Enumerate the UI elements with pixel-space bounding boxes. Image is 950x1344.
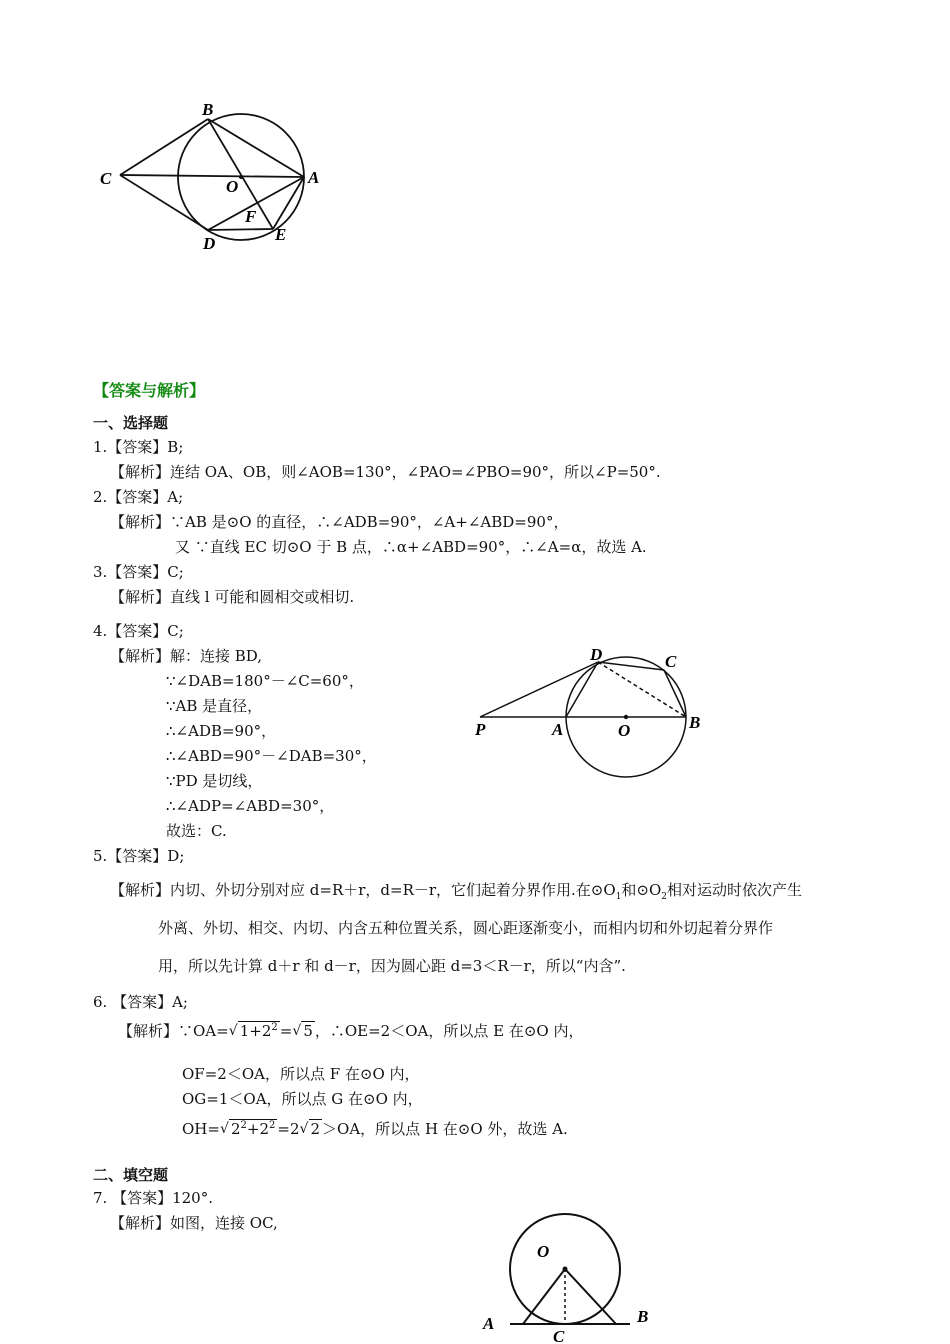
sqrt-2sq-plus-2sq: √ $2^2+2^2$ xyxy=(219,1120,276,1138)
q4-step: ∵∠DAB=180°－∠C=60°， xyxy=(166,672,364,690)
center-point xyxy=(563,1267,568,1272)
center-point xyxy=(239,175,243,179)
q5-answer: 5.【答案】D; xyxy=(93,847,185,865)
q6-explanation-line1: 【解析】∵OA= √ $1+2^2$ = √ 5 ，∴OE=2＜OA，所以点 E 在⊙O 内， xyxy=(118,1018,583,1041)
label-b: B xyxy=(202,100,214,119)
label-o: O xyxy=(537,1242,550,1261)
q4-step: ∴∠ABD=90°－∠DAB=30°， xyxy=(166,747,377,765)
q7-answer: 7. 【答案】120°. xyxy=(93,1189,213,1207)
segment-cd xyxy=(120,175,208,230)
label-p: P xyxy=(475,720,486,739)
label-a: A xyxy=(308,168,320,187)
answer-heading: 【答案与解析】 xyxy=(93,381,206,400)
label-b: B xyxy=(689,713,701,732)
sqrt-5: √ 5 xyxy=(292,1022,313,1040)
section-fill-title: 二、填空题 xyxy=(93,1166,169,1184)
figure-circle-chord-ab xyxy=(475,1205,675,1344)
segment-de xyxy=(208,229,273,230)
section-choice-title: 一、选择题 xyxy=(93,414,169,432)
q2-explanation-line2: 又 ∵直线 EC 切⊙O 于 B 点，∴α+∠ABD=90°，∴∠A=α，故选 A. xyxy=(175,538,647,556)
q3-explanation: 【解析】直线 l 可能和圆相交或相切. xyxy=(110,588,355,606)
q7-explanation: 【解析】如图，连接 OC, xyxy=(110,1214,278,1232)
segment-pd xyxy=(480,662,598,717)
q1-answer: 1.【答案】B; xyxy=(93,438,184,456)
label-o: O xyxy=(618,721,631,740)
figure-circle-tangent-quadrilateral xyxy=(95,95,335,260)
label-c: C xyxy=(100,169,112,188)
label-a: A xyxy=(483,1314,495,1333)
q4-step: ∴∠ADP=∠ABD=30°， xyxy=(166,797,335,815)
q1-explanation: 【解析】连结 OA、OB，则∠AOB=130°，∠PAO=∠PBO=90°，所以∠P=50°. xyxy=(110,463,661,481)
segment-cb xyxy=(664,670,686,717)
sqrt-1-plus-2sq: √ $1+2^2$ xyxy=(228,1022,278,1040)
label-a: A xyxy=(552,720,564,739)
segment-ba xyxy=(208,119,304,177)
q5-explanation-line3: 用，所以先计算 d＋r 和 d－r，因为圆心距 d=3＜R－r，所以“内含”. xyxy=(158,957,626,975)
q6-answer: 6. 【答案】A; xyxy=(93,993,188,1011)
q5-explanation-line2: 外离、外切、相交、内切、内含五种位置关系，圆心距逐渐变小，而相内切和外切起着分界作 xyxy=(158,919,774,937)
q6-explanation-line3: OG=1＜OA，所以点 G 在⊙O 内， xyxy=(182,1090,423,1108)
segment-oa xyxy=(523,1269,565,1324)
label-o: O xyxy=(226,177,239,196)
q4-step: ∴∠ADB=90°， xyxy=(166,722,277,740)
q2-explanation-line1: 【解析】∵AB 是⊙O 的直径，∴∠ADB=90°，∠A+∠ABD=90°， xyxy=(110,513,569,531)
center-point xyxy=(624,715,628,719)
q3-answer: 3.【答案】C; xyxy=(93,563,184,581)
q5-explanation-line1: 【解析】内切、外切分别对应 d=R＋r，d=R－r，它们起着分界作用.在$⊙O_1$和$⊙O_2$相对运动时依次产生 xyxy=(110,881,803,902)
q4-explanation-intro: 【解析】解：连接 BD, xyxy=(110,647,263,665)
label-c: C xyxy=(665,652,677,671)
label-b: B xyxy=(637,1307,649,1326)
label-e: E xyxy=(275,225,287,244)
segment-ca xyxy=(120,175,304,177)
q4-step: ∵AB 是直径， xyxy=(166,697,263,715)
q2-answer: 2.【答案】A; xyxy=(93,488,184,506)
figure-tangent-pd xyxy=(470,645,710,785)
label-f: F xyxy=(245,207,257,226)
q4-step: 故选：C. xyxy=(166,822,227,840)
sqrt-2: √ 2 xyxy=(299,1120,321,1138)
label-d: D xyxy=(590,645,603,664)
q4-step: ∵PD 是切线， xyxy=(166,772,263,790)
q4-answer: 4.【答案】C; xyxy=(93,622,184,640)
q6-explanation-line2: OF=2＜OA，所以点 F 在⊙O 内， xyxy=(182,1065,420,1083)
label-d: D xyxy=(203,234,216,253)
segment-ob xyxy=(565,1269,616,1324)
segment-cb xyxy=(120,119,208,175)
label-c: C xyxy=(553,1327,565,1344)
q6-explanation-line4: OH= √ $2^2+2^2 =2$ √ 2 ＞OA，所以点 H 在⊙O 外，故选 A. xyxy=(182,1116,568,1139)
